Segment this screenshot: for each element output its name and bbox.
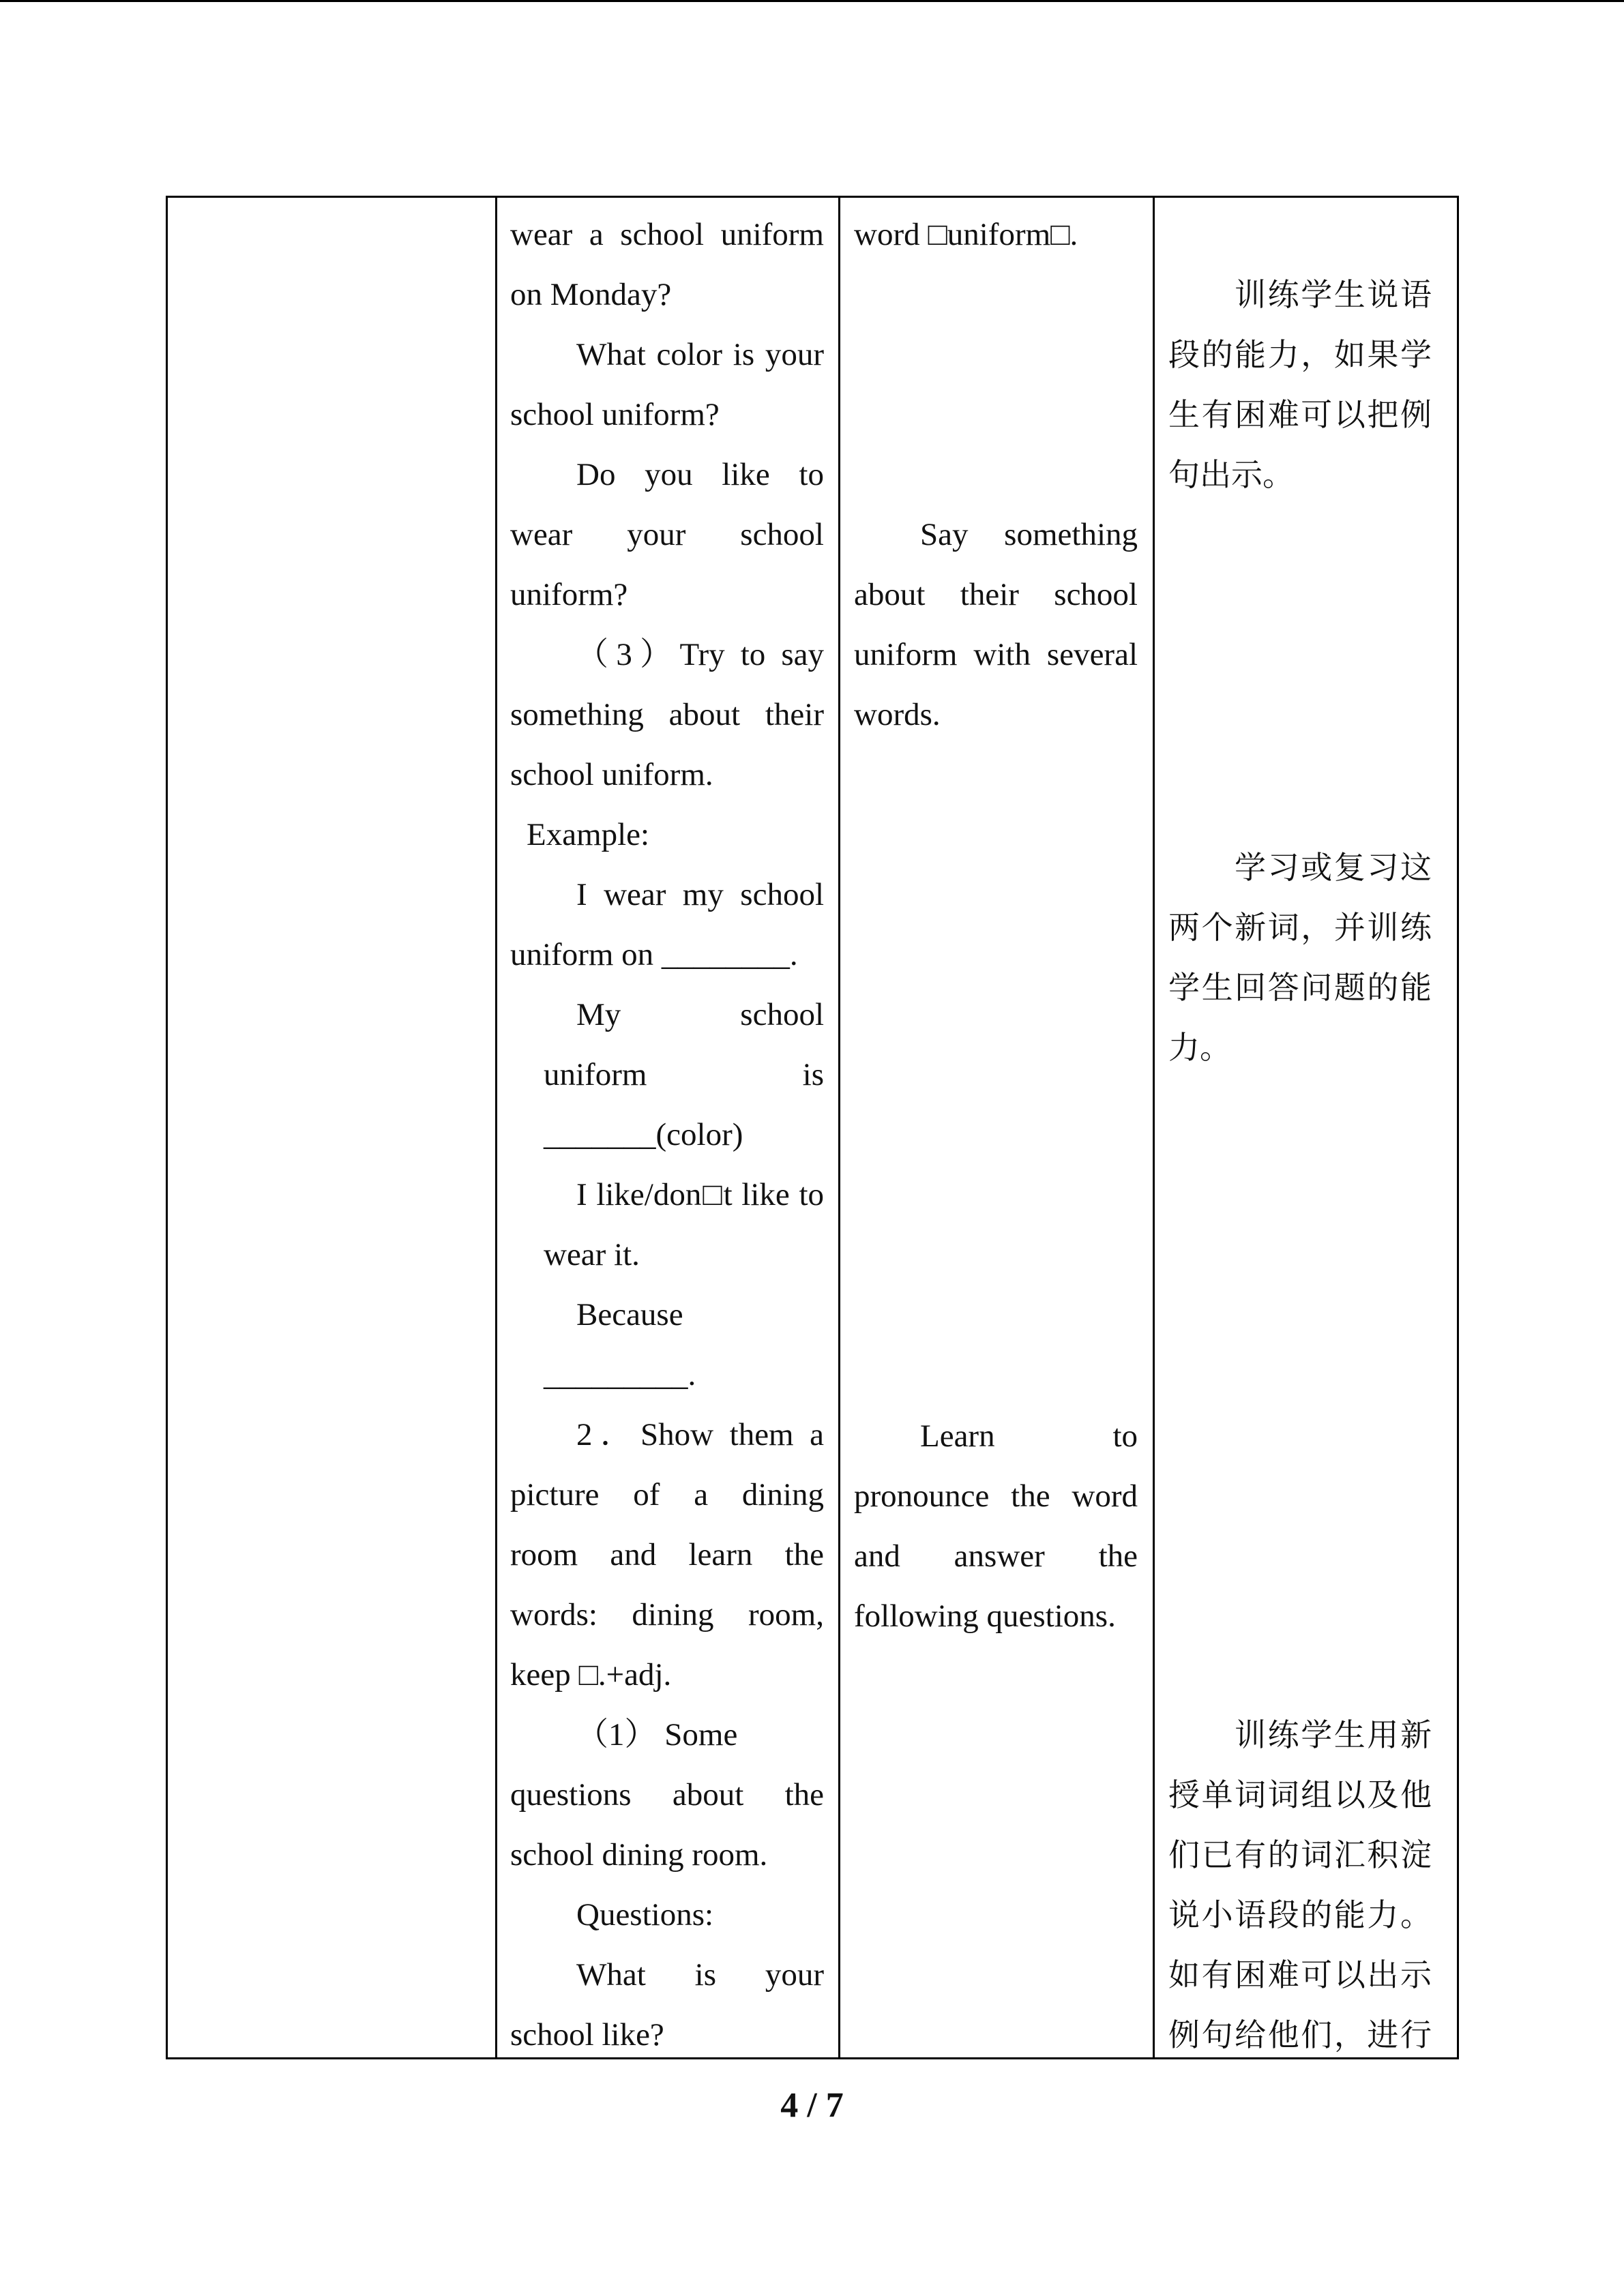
- text-line: uniform is: [544, 1057, 824, 1092]
- text-line: My school: [576, 997, 824, 1032]
- text-line: school like?: [510, 2017, 664, 2053]
- text-line: school uniform?: [510, 397, 720, 432]
- text-line: uniform?: [510, 577, 628, 612]
- text-line: 句出示。: [1168, 456, 1294, 493]
- text-line: wear your school: [510, 517, 824, 552]
- text-line: What is your: [576, 1957, 824, 1993]
- text-line: 学生回答问题的能: [1168, 969, 1432, 1006]
- text-line: questions about the: [510, 1777, 824, 1813]
- text-line: Questions:: [576, 1897, 714, 1933]
- text-line: following questions.: [854, 1598, 1116, 1634]
- table-cell-teacher-activity: [510, 205, 824, 2057]
- text-line: 学习或复习这: [1235, 849, 1432, 886]
- text-line: I like/don□t like to: [576, 1177, 824, 1212]
- text-line: 两个新词，并训练: [1168, 909, 1432, 946]
- table-cell-stage: [168, 205, 495, 2057]
- text-line: picture of a dining: [510, 1477, 824, 1512]
- text-line: and answer the: [854, 1538, 1138, 1574]
- text-line: 生有困难可以把例: [1168, 396, 1432, 433]
- text-line: on Monday?: [510, 277, 672, 312]
- text-line: 们已有的词汇积淀: [1168, 1836, 1432, 1873]
- text-line: about their school: [854, 577, 1138, 612]
- text-line: room and learn the: [510, 1537, 824, 1572]
- text-line: （1） Some: [576, 1717, 738, 1753]
- text-line: I wear my school: [576, 877, 824, 912]
- text-line: 例句给他们，进行: [1168, 2016, 1432, 2053]
- text-line: Because: [576, 1297, 683, 1332]
- text-line: wear it.: [544, 1237, 640, 1272]
- text-line: 说小语段的能力。: [1168, 1896, 1432, 1933]
- table-cell-student-activity: [854, 205, 1138, 2057]
- text-line: Say something: [920, 517, 1138, 552]
- text-line: pronounce the word: [854, 1478, 1138, 1514]
- text-line: Do you like to: [576, 457, 824, 492]
- table-cell-design-intent: [1168, 205, 1432, 2057]
- page-number: 4 / 7: [780, 2086, 844, 2125]
- table-border-right: [1457, 196, 1459, 2059]
- table-border-top: [166, 196, 1459, 198]
- text-line: What color is your: [576, 337, 824, 372]
- text-line: word □uniform□.: [854, 217, 1078, 252]
- text-line: keep □.+adj.: [510, 1657, 672, 1693]
- text-line: 训练学生用新: [1235, 1716, 1432, 1753]
- text-line: uniform on ________.: [510, 937, 798, 972]
- text-line: words.: [854, 697, 941, 732]
- text-line: （3）Try to say: [576, 637, 824, 672]
- text-line: 段的能力，如果学: [1168, 336, 1432, 373]
- table-divider-1: [495, 196, 497, 2059]
- text-line: _________.: [544, 1357, 696, 1392]
- text-line: 授单词词组以及他: [1168, 1776, 1432, 1813]
- text-line: wear a school uniform: [510, 217, 824, 252]
- text-line: something about their: [510, 697, 824, 732]
- table-divider-3: [1153, 196, 1155, 2059]
- text-line: Example:: [527, 817, 650, 852]
- page-top-border: [0, 0, 1624, 2]
- text-line: Learn to: [920, 1418, 1138, 1454]
- text-line: uniform with several: [854, 637, 1138, 672]
- text-line: school uniform.: [510, 757, 713, 792]
- text-line: 力。: [1168, 1029, 1231, 1066]
- text-line: 2．Show them a: [576, 1417, 824, 1452]
- text-line: school dining room.: [510, 1837, 768, 1873]
- text-line: 如有困难可以出示: [1168, 1956, 1432, 1993]
- table-divider-2: [838, 196, 840, 2059]
- text-line: _______(color): [544, 1117, 743, 1152]
- text-line: 训练学生说语: [1235, 276, 1432, 313]
- text-line: words: dining room,: [510, 1597, 824, 1632]
